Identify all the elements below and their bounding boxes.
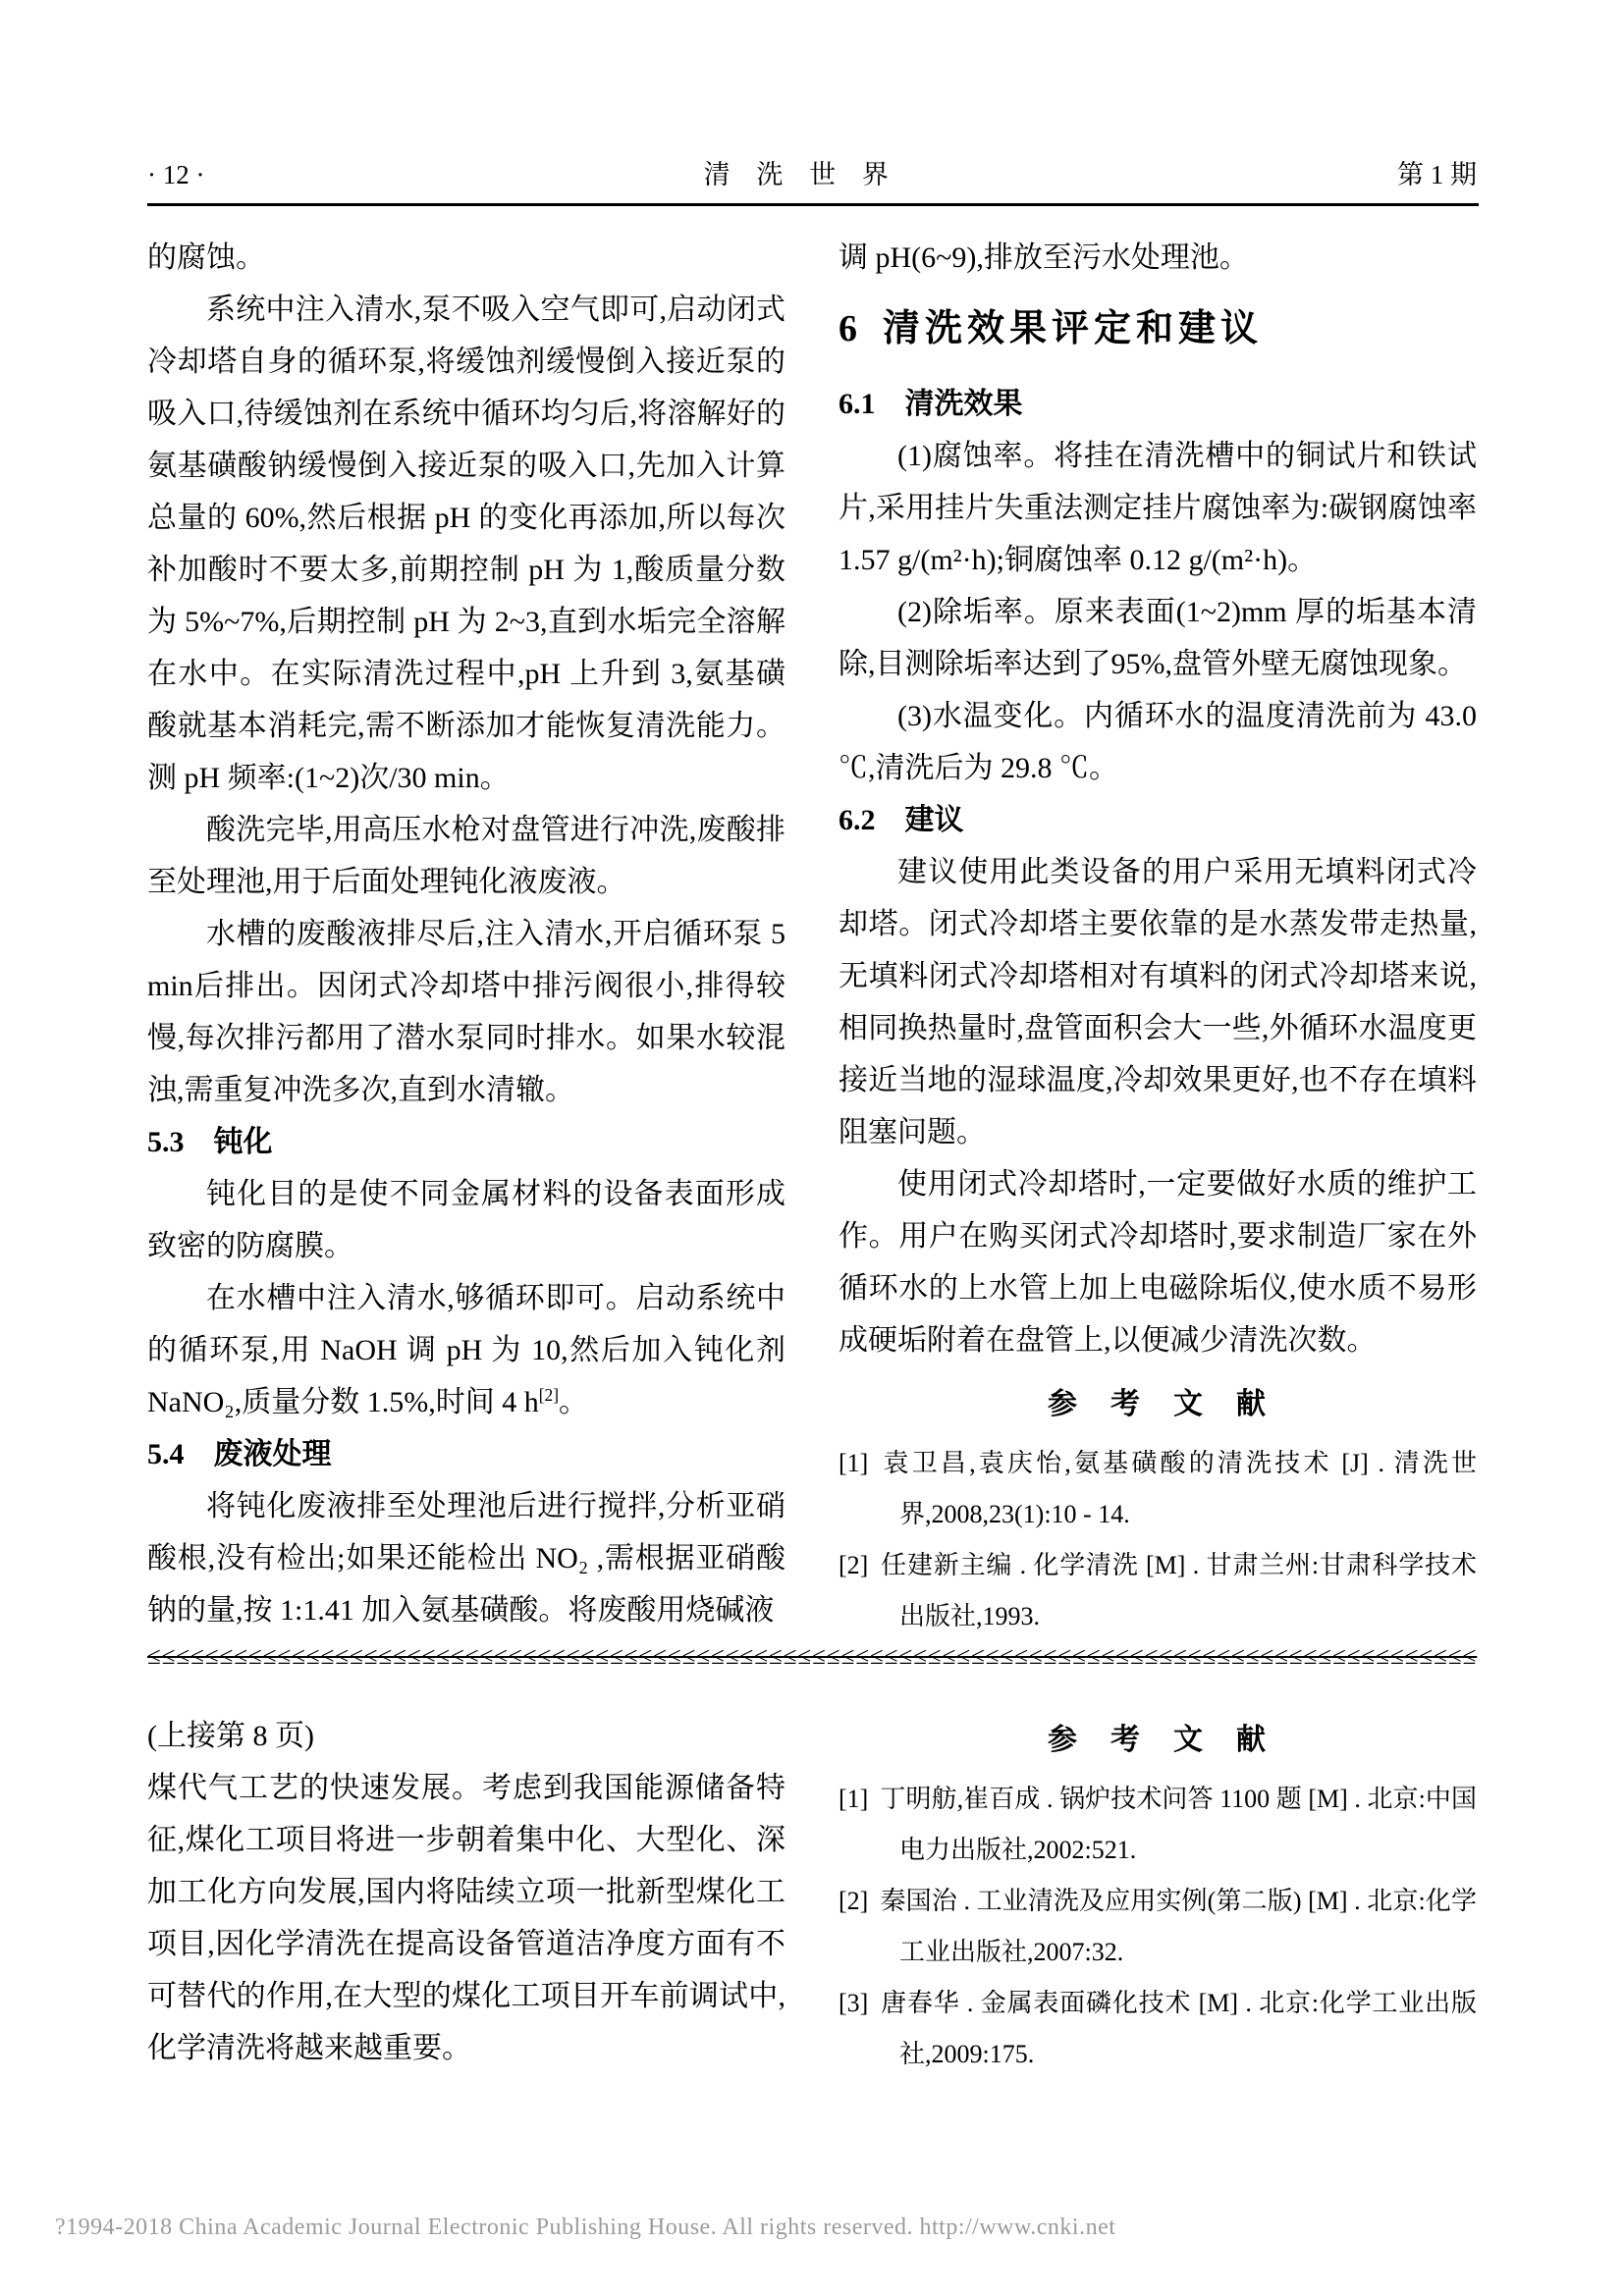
reference-text: 唐春华 . 金属表面磷化技术 [M] . 北京:化学工业出版社,2009:175. <box>880 1989 1477 2068</box>
section-heading-5-3 <box>147 1116 785 1168</box>
paragraph: 酸洗完毕,用高压水枪对盘管进行冲洗,废酸排至处理池,用于后面处理钝化液废液。 <box>147 814 785 898</box>
paragraph: 将钝化废液排至处理池后进行搅拌,分析亚硝酸根,没有检出;如果还能检出 NO₂ ,需根据亚硝酸钠的量,按 1:1.41 加入氨基磺酸。将废酸用烧碱液 <box>147 1490 785 1627</box>
references-heading: 参 考 文 献 <box>1048 1388 1268 1420</box>
section-heading-6-2 <box>839 794 1477 846</box>
reference-item <box>839 1540 1477 1642</box>
references-heading: 参 考 文 献 <box>1048 1724 1268 1756</box>
page-header <box>147 153 1477 191</box>
section-heading-5-4 <box>147 1428 785 1480</box>
section-heading-6 <box>839 299 1477 358</box>
issue-label: 第 1 期 <box>1396 160 1477 189</box>
section-number: 6.1 <box>839 388 876 420</box>
paragraph-text: 在水槽中注入清水,够循环即可。启动系统中的循环泵,用 NaOH 调 pH 为 10,然后加入钝化剂 NaNO₂,质量分数 1.5%,时间 4 h <box>147 1282 785 1418</box>
section-title: 废液处理 <box>213 1438 332 1470</box>
continued-right-column <box>839 1710 1477 2080</box>
reference-item <box>839 1978 1477 2080</box>
section-title: 清洗效果 <box>904 388 1023 420</box>
paragraph: 调 pH(6~9),排放至污水处理池。 <box>839 241 1249 274</box>
reference-text: 任建新主编 . 化学清洗 [M] . 甘肃兰州:甘肃科学技术出版社,1993. <box>880 1551 1477 1630</box>
right-column <box>839 232 1477 1642</box>
paragraph: 建议使用此类设备的用户采用无填料闭式冷却塔。闭式冷却塔主要依靠的是水蒸发带走热量,无填料闭式冷却塔相对有填料的闭式冷却塔来说,相同换热量时,盘管面积会大一些,外循环水温度更接近当地的湿球温度,冷却效果更好,也不存在填料阻塞问题。 <box>839 856 1477 1148</box>
paragraph: 水槽的废酸液排尽后,注入清水,开启循环泵 5 min后排出。因闭式冷却塔中排污阀很小,排得较慢,每次排污都用了潜水泵同时排水。如果水较混浊,需重复冲洗多次,直到水清辙。 <box>147 918 785 1106</box>
left-column <box>147 232 785 1642</box>
reference-item <box>839 1876 1477 1978</box>
reference-text: 丁明舫,崔百成 . 锅炉技术问答 1100 题 [M] . 北京:中国电力出版社,2002:521. <box>880 1785 1477 1864</box>
journal-title: 清 洗 世 界 <box>703 160 898 189</box>
page-number: · 12 · <box>147 160 205 189</box>
section-number: 6.2 <box>839 804 876 836</box>
reference-marker: [3] <box>839 1989 869 2017</box>
paragraph <box>147 1272 785 1428</box>
continued-left-column <box>147 1710 785 2080</box>
section-number: 5.3 <box>147 1126 185 1158</box>
reference-text: 秦国治 . 工业清洗及应用实例(第二版) [M] . 北京:化学工业出版社,2007:32. <box>880 1887 1477 1966</box>
footer-watermark: ?1994-2018 China Academic Journal Electronic Publishing House. All rights reserved. http://www.cnki.net <box>55 2215 1116 2240</box>
main-columns <box>147 232 1477 1642</box>
reference-text: 袁卫昌,袁庆怡,氨基磺酸的清洗技术 [J] . 清洗世界,2008,23(1):10 - 14. <box>880 1449 1477 1528</box>
paragraph: 使用闭式冷却塔时,一定要做好水质的维护工作。用户在购买闭式冷却塔时,要求制造厂家在外循环水的上水管上加上电磁除垢仪,使水质不易形成硬垢附着在盘管上,以便减少清洗次数。 <box>839 1168 1477 1357</box>
continued-columns <box>147 1710 1477 2080</box>
paragraph: (2)除垢率。原来表面(1~2)mm 厚的垢基本清除,目测除垢率达到了95%,盘管外壁无腐蚀现象。 <box>839 596 1477 680</box>
reference-marker: [2] <box>839 1551 869 1579</box>
section-number: 5.4 <box>147 1438 185 1470</box>
section-title: 清洗效果评定和建议 <box>883 308 1264 349</box>
reference-marker: [2] <box>839 1887 869 1915</box>
paragraph: 钝化目的是使不同金属材料的设备表面形成致密的防腐膜。 <box>147 1178 785 1262</box>
section-title: 建议 <box>904 804 964 836</box>
reference-marker: [1] <box>839 1785 869 1813</box>
header-rule <box>147 203 1479 206</box>
reference-item <box>839 1774 1477 1876</box>
section-number: 6 <box>839 308 857 349</box>
reference-item <box>839 1438 1477 1540</box>
paragraph-text: 。 <box>559 1386 589 1418</box>
continued-note: (上接第 8 页) <box>147 1720 314 1752</box>
paragraph: (1)腐蚀率。将挂在清洗槽中的铜试片和铁试片,采用挂片失重法测定挂片腐蚀率为:碳钢腐蚀率 1.57 g/(m²·h);铜腐蚀率 0.12 g/(m²·h)。 <box>839 440 1477 576</box>
section-title: 钝化 <box>213 1126 273 1158</box>
paragraph: 煤代气工艺的快速发展。考虑到我国能源储备特征,煤化工项目将进一步朝着集中化、大型化、深加工化方向发展,国内将陆续立项一批新型煤化工项目,因化学清洗在提高设备管道洁净度方面有不可替代的作用,在大型的煤化工项目开车前调试中,化学清洗将越来越重要。 <box>147 1772 785 2064</box>
paragraph: (3)水温变化。内循环水的温度清洗前为 43.0 ℃,清洗后为 29.8 ℃。 <box>839 700 1477 784</box>
paragraph: 系统中注入清水,泵不吸入空气即可,启动闭式冷却塔自身的循环泵,将缓蚀剂缓慢倒入接近泵的吸入口,待缓蚀剂在系统中循环均匀后,将溶解好的氨基磺酸钠缓慢倒入接近泵的吸入口,先加入计算总量的 60%,然后根据 pH 的变化再添加,所以每次补加酸时不要太多,前期控制 pH 为 1,酸质量分数为 5%~7%,后期控制 pH 为 2~3,直到水垢完全溶解在水中。在实际清洗过程中,pH 上升到 3,氨基磺酸就基本消耗完,需不断添加才能恢复清洗能力。测 pH 频率:(1~2)次/30 min。 <box>147 294 785 794</box>
section-heading-6-1 <box>839 378 1477 430</box>
citation-superscript: [2] <box>538 1385 560 1405</box>
section-divider: ≤≤≤≤≤≤≤≤≤≤≤≤≤≤≤≤≤≤≤≤≤≤≤≤≤≤≤≤≤≤≤≤≤≤≤≤≤≤≤≤≤≤≤≤≤≤≤≤≤≤≤≤≤≤≤≤≤≤≤≤≤≤≤≤≤≤≤≤≤≤≤≤≤≤≤≤≤≤≤≤≤≤≤≤≤≤≤≤≤≤≤≤ <box>147 1643 1478 1670</box>
reference-marker: [1] <box>839 1449 869 1477</box>
paragraph: 的腐蚀。 <box>147 241 265 274</box>
